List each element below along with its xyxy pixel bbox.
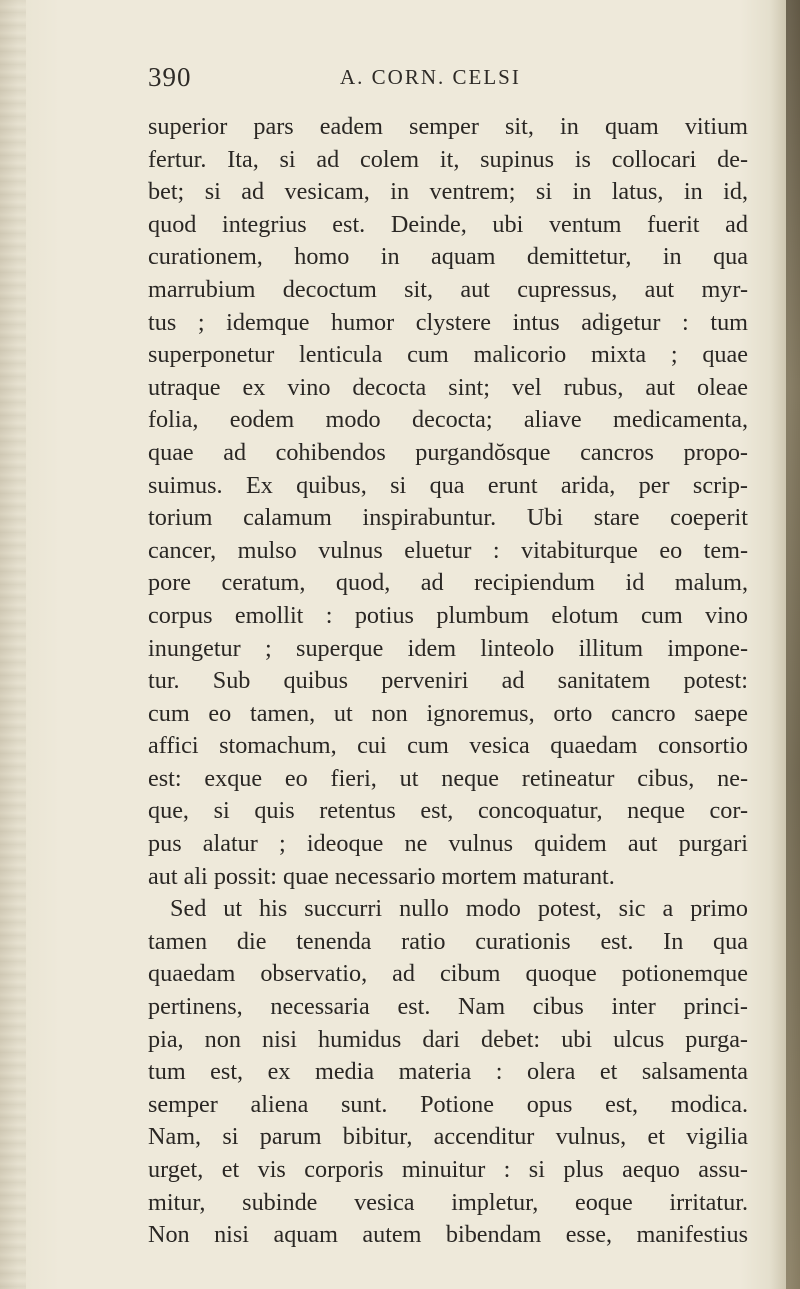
body-text xyxy=(148,111,748,1252)
text-line: utraque ex vino decocta sint; vel rubus, aut oleae xyxy=(148,373,748,401)
text-line: Non nisi aquam autem bibendam esse, manifestius xyxy=(148,1221,748,1249)
text-line: urget, et vis corporis minuitur : si plus aequo assu- xyxy=(148,1156,748,1183)
text-line: pus alatur ; ideoque ne vulnus quidem aut purgari xyxy=(148,830,748,858)
page-header xyxy=(148,62,748,102)
text-line: folia, eodem modo decocta; aliave medicamenta, xyxy=(148,406,748,434)
text-line: torium calamum inspirabuntur. Ubi stare coeperit xyxy=(148,504,748,532)
text-line: curationem, homo in aquam demittetur, in qua xyxy=(148,243,748,271)
text-line: tamen die tenenda ratio curationis est. In qua xyxy=(148,927,748,955)
text-line: corpus emollit : potius plumbum elotum cum vino xyxy=(148,601,748,629)
text-line: mitur, subinde vesica impletur, eoque irritatur. xyxy=(148,1188,748,1216)
text-line: que, si quis retentus est, concoquatur, neque cor- xyxy=(148,797,748,825)
running-head: A. CORN. CELSI xyxy=(340,65,521,89)
text-line: cancer, mulso vulnus eluetur : vitabiturque eo tem- xyxy=(148,536,748,564)
page-gutter-left xyxy=(0,0,26,1289)
text-line: inungetur ; superque idem linteolo illitum impone- xyxy=(148,634,748,662)
text-line: tus ; idemque humor clystere intus adigetur : tum xyxy=(148,308,748,336)
text-line: tum est, ex media materia : olera et salsamenta xyxy=(148,1058,748,1086)
text-line: pia, non nisi humidus dari debet: ubi ulcus purga- xyxy=(148,1025,748,1053)
text-line: pertinens, necessaria est. Nam cibus inter princi- xyxy=(148,993,748,1021)
text-line: affici stomachum, cui cum vesica quaedam consortio xyxy=(148,732,748,760)
text-line: semper aliena sunt. Potione opus est, modica. xyxy=(148,1090,748,1118)
text-line-paragraph-start: Sed ut his succurri nullo modo potest, sic a primo xyxy=(170,895,748,923)
text-line: quae ad cohibendos purgandŏsque cancros propo- xyxy=(148,438,748,466)
text-line: aut ali possit: quae necessario mortem maturant. xyxy=(148,862,615,890)
text-line: bet; si ad vesicam, in ventrem; si in latus, in id, xyxy=(148,178,748,206)
text-line: superponetur lenticula cum malicorio mixta ; quae xyxy=(148,341,748,369)
text-line: quaedam observatio, ad cibum quoque potionemque xyxy=(148,960,748,988)
text-line: suimus. Ex quibus, si qua erunt arida, per scrip- xyxy=(148,471,748,499)
page-number: 390 xyxy=(148,62,192,92)
text-line: quod integrius est. Deinde, ubi ventum fuerit ad xyxy=(148,210,748,238)
text-line: fertur. Ita, si ad colem it, supinus is collocari de- xyxy=(148,145,748,173)
text-line: Nam, si parum bibitur, accenditur vulnus, et vigilia xyxy=(148,1123,748,1151)
text-line: pore ceratum, quod, ad recipiendum id malum, xyxy=(148,569,748,597)
text-line: superior pars eadem semper sit, in quam vitium xyxy=(148,113,748,140)
text-line: tur. Sub quibus perveniri ad sanitatem potest: xyxy=(148,667,748,695)
text-line: cum eo tamen, ut non ignoremus, orto cancro saepe xyxy=(148,699,748,727)
text-line: marrubium decoctum sit, aut cupressus, aut myr- xyxy=(148,275,748,303)
page-edge-right xyxy=(786,0,800,1289)
text-line: est: exque eo fieri, ut neque retineatur cibus, ne- xyxy=(148,764,748,792)
